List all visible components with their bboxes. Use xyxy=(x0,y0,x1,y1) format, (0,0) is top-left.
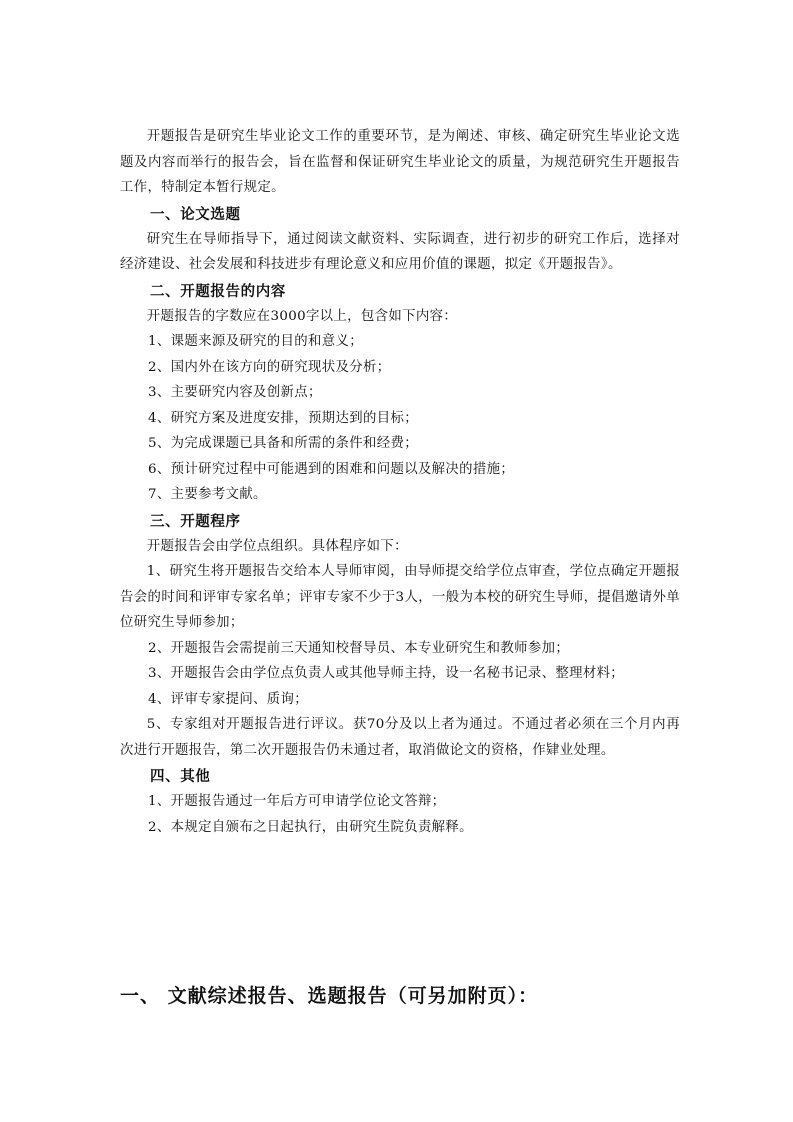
list-item: 3、主要研究内容及创新点； xyxy=(148,385,322,400)
list-item: 5、专家组对开题报告进行评议。获70分及以上者为通过。不通过者必须在三个月内再次进行开题报告，第二次开题报告仍未通过者，取消做论文的资格，作肄业处理。 xyxy=(120,717,680,758)
section-heading-1: 一、论文选题 xyxy=(150,206,241,223)
list-item: 4、研究方案及进度安排，预期达到的目标； xyxy=(148,410,418,426)
list-item: 2、本规定自颁布之日起执行，由研究生院负责解释。 xyxy=(148,819,473,835)
section-1-paragraph: 研究生在导师指导下，通过阅读文献资料、实际调查，进行初步的研究工作后，选择对经济建设、社会发展和科技进步有理论意义和应用价值的课题，拟定《开题报告》。 xyxy=(120,231,680,272)
list-item: 4、评审专家提问、质询； xyxy=(148,691,309,707)
list-item: 3、开题报告会由学位点负责人或其他导师主持，设一名秘书记录、整理材料； xyxy=(148,666,625,681)
section-heading-4: 四、其他 xyxy=(150,769,211,785)
list-item: 5、为完成课题已具备和所需的条件和经费； xyxy=(148,436,418,451)
list-item: 1、开题报告通过一年后方可申请学位论文答辩； xyxy=(148,794,446,809)
list-item: 2、国内外在该方向的研究现状及分析； xyxy=(148,359,391,375)
list-item: 1、研究生将开题报告交给本人导师审阅，由导师提交给学位点审查，学位点确定开题报告会的时间和评审专家名单；评审专家不少于3人，一般为本校的研究生导师，提倡邀请外单位研究生导师参加； xyxy=(120,564,680,630)
section-3-paragraph: 开题报告会由学位点组织。具体程序如下： xyxy=(146,538,408,554)
list-item: 6、预计研究过程中可能遇到的困难和问题以及解决的措施； xyxy=(148,461,515,477)
section-heading-3: 三、开题程序 xyxy=(150,513,241,530)
list-item: 7、主要参考文献。 xyxy=(148,487,267,502)
section-2-paragraph: 开题报告的字数应在3000字以上，包含如下内容： xyxy=(146,308,458,324)
form-section-heading: 一、 文献综述报告、选题报告（可另加附页）： xyxy=(120,985,539,1007)
section-heading-2: 二、开题报告的内容 xyxy=(150,283,286,300)
intro-paragraph: 开题报告是研究生毕业论文工作的重要环节，是为阐述、审核、确定研究生毕业论文选题及内容而举行的报告会，旨在监督和保证研究生毕业论文的质量，为规范研究生开题报告工作，特制定本暂行规定。 xyxy=(120,129,680,195)
list-item: 1、课题来源及研究的目的和意义； xyxy=(148,334,363,349)
list-item: 2、开题报告会需提前三天通知校督导员、本专业研究生和教师参加； xyxy=(148,640,570,656)
regulation-body xyxy=(120,124,680,840)
